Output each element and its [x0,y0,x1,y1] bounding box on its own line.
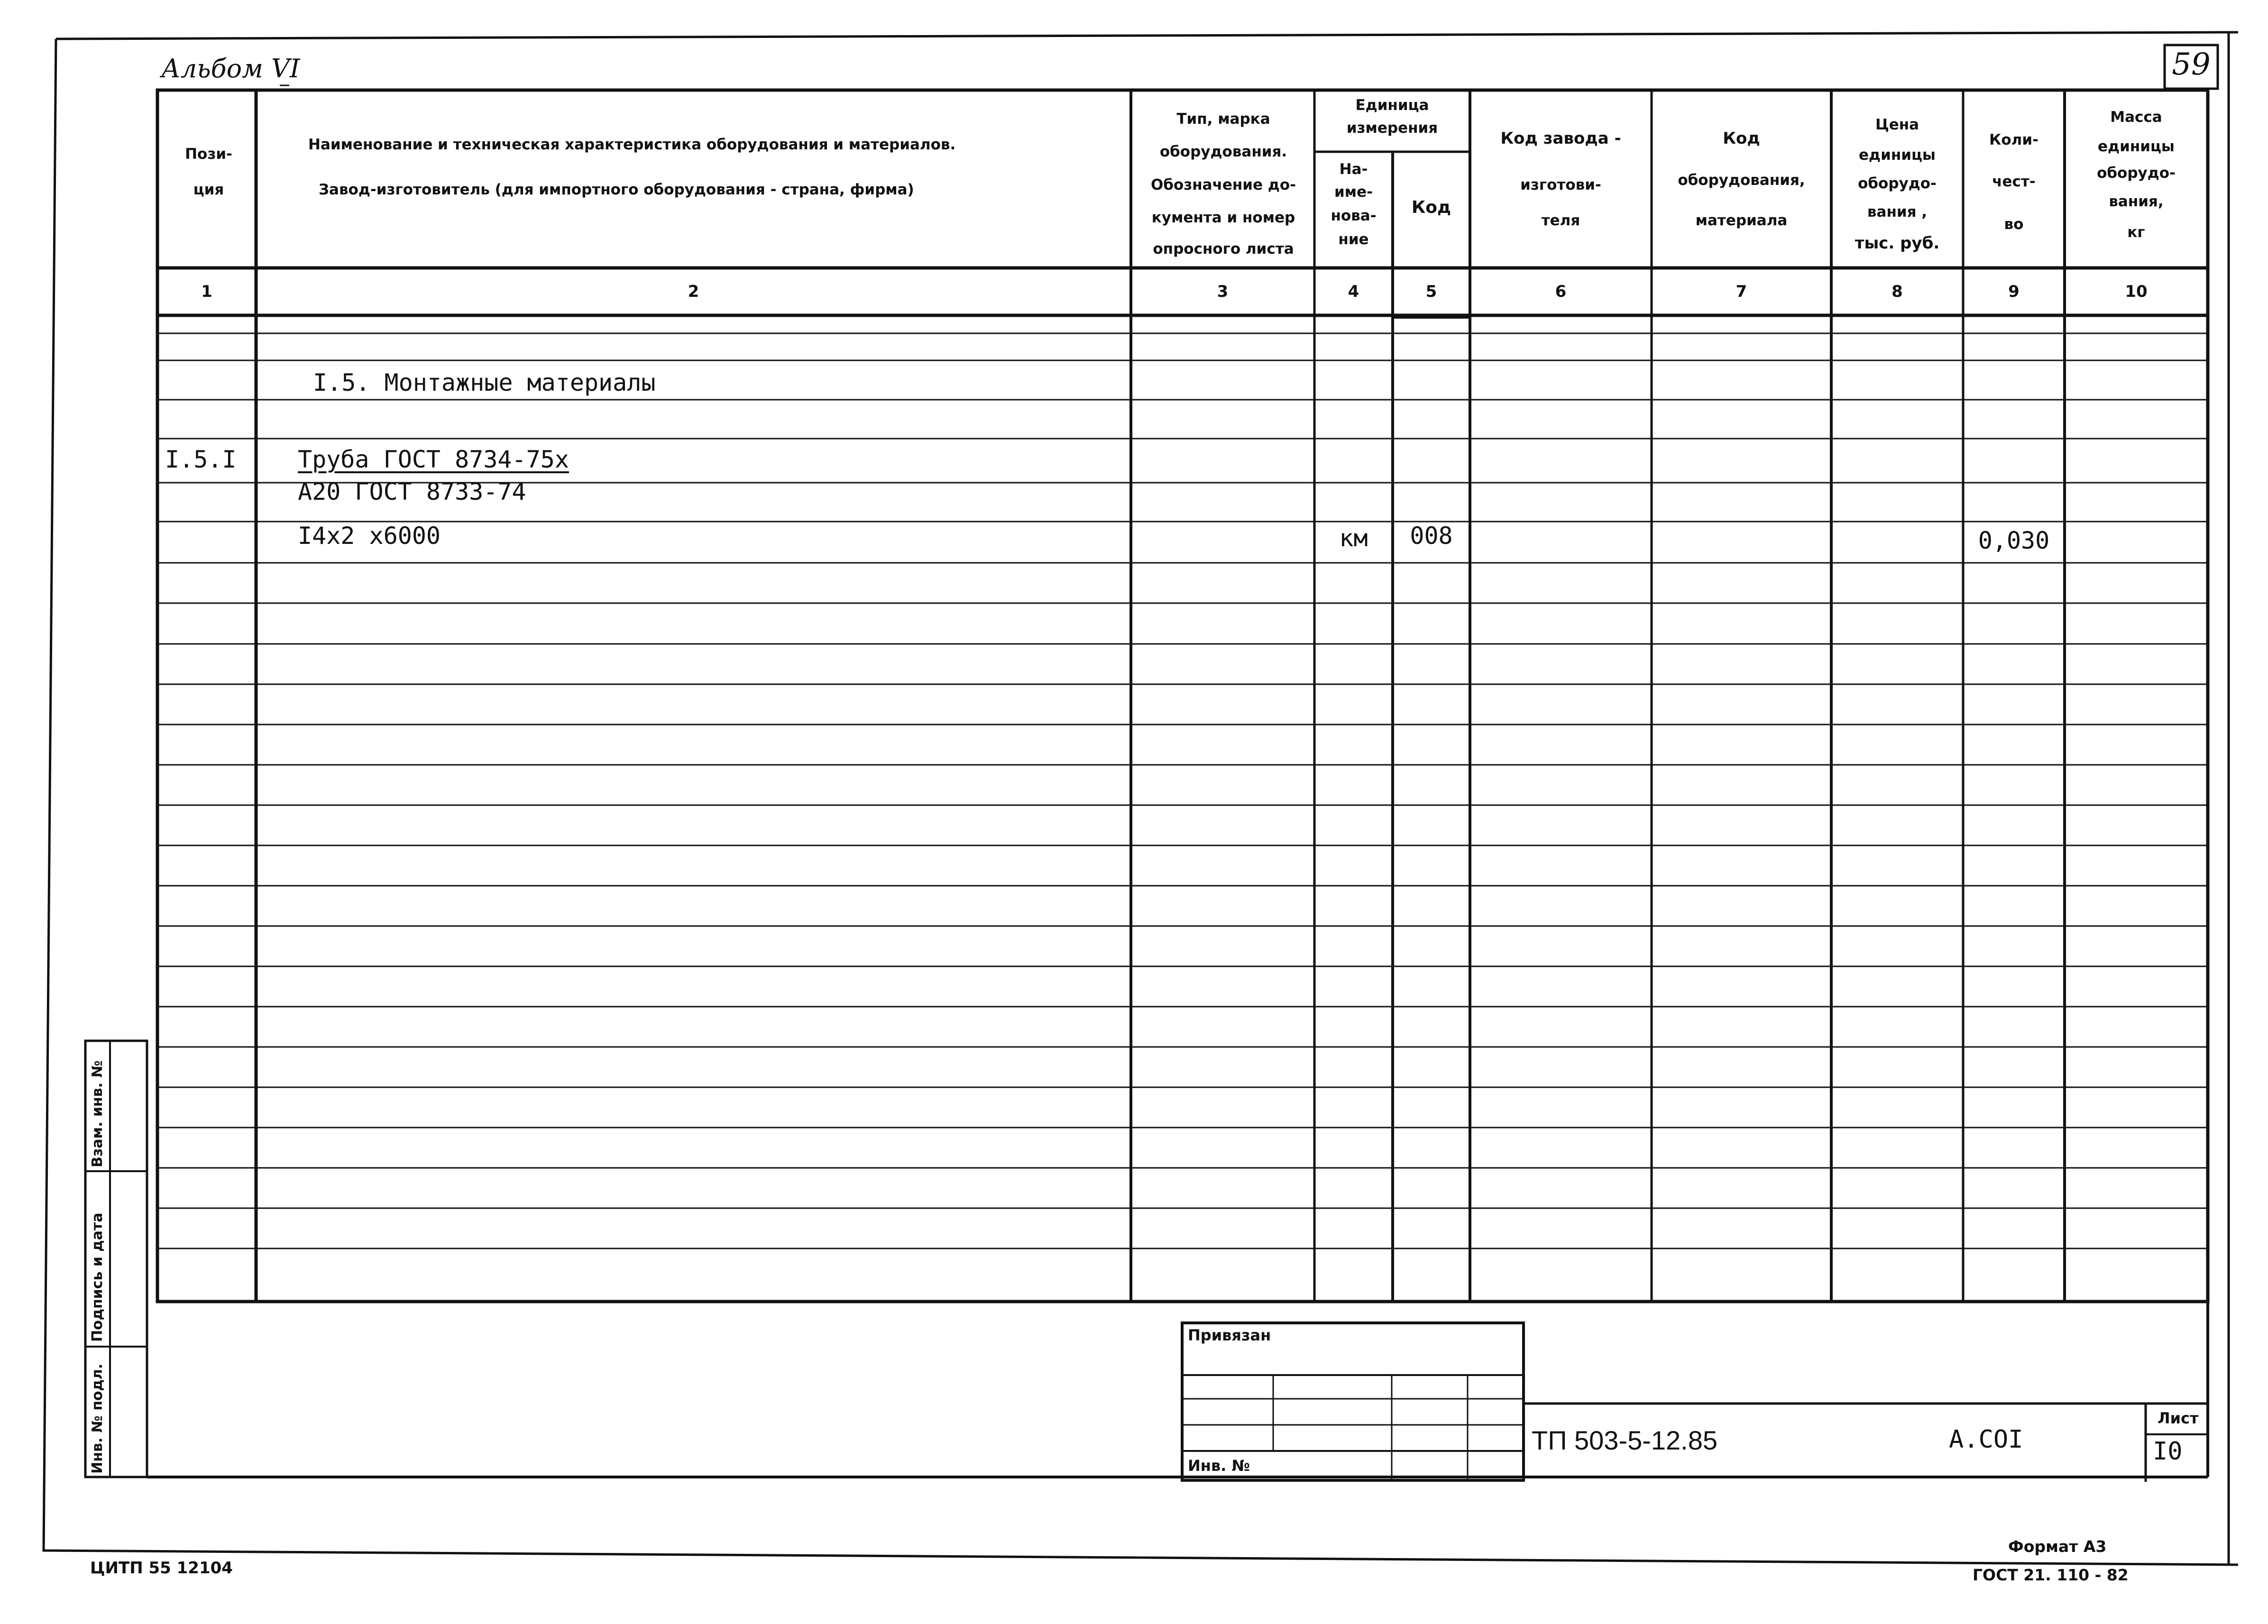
header-col10-line1: Масса [2110,109,2162,126]
sheet-label: Лист [2158,1409,2199,1427]
header-col3-line1: Тип, марка [1176,110,1270,128]
header-col8-line5: тыс. руб. [1855,234,1940,253]
project-code: ТП 503-5-12.85 [1532,1425,1718,1455]
section-title: I.5. Монтажные материалы [313,369,656,396]
footer-tsitp: ЦИТП 55 12104 [90,1559,233,1578]
header-col2-line1: Наименование и техническая характеристика оборудования и материалов. [308,136,956,153]
item-name-line3: I4х2 х6000 [298,522,441,550]
header-col10-line3: оборудо- [2097,165,2176,182]
sheet-number: I0 [2153,1437,2183,1466]
col-number: 7 [1735,282,1747,301]
header-col9-line1: Коли- [1989,131,2038,148]
item-name-line1: Труба ГОСТ 8734-75х [298,446,569,473]
header-col8-line1: Цена [1875,116,1919,133]
header-col10-line2: единицы [2098,138,2175,155]
side-stamp-vzam-inv: Взам. инв. № [89,1060,106,1167]
header-col1-line1: Пози- [185,146,232,163]
item-position: I.5.I [165,446,237,473]
header-col9-line3: во [2004,216,2024,233]
doc-code: А.COI [1949,1425,2023,1454]
privyazan-label: Привязан [1188,1326,1271,1344]
item-name-line2: А20 ГОСТ 8733-74 [298,478,526,505]
footer-gost: ГОСТ 21. 110 - 82 [1973,1566,2129,1584]
side-stamp-podpis-data: Подпись и дата [89,1212,106,1342]
header-col4-line4: ние [1338,231,1369,248]
col-number: 6 [1555,282,1567,301]
page-number: 59 [2172,47,2211,82]
header-col4-line2: име- [1334,184,1373,201]
header-col10-line4: вания, [2109,193,2164,210]
header-col4-line1: На- [1339,161,1368,178]
header-col8-line2: единицы [1859,147,1936,164]
header-col3-line5: опросного листа [1153,240,1294,257]
item-quantity: 0,030 [1978,527,2050,554]
col-number: 8 [1892,282,1903,301]
header-col3-line2: оборудования. [1159,143,1287,160]
header-col7-line2: оборудования, [1678,172,1805,189]
header-col7-line1: Код [1723,129,1760,148]
header-col9-line2: чест- [1992,173,2036,190]
header-col1-line2: ция [193,181,224,198]
header-unit-group-line2: измерения [1346,119,1438,137]
header-col8-line4: вания , [1867,203,1928,220]
header-col5: Код [1411,198,1451,217]
header-col8-line3: оборудо- [1858,175,1937,192]
side-stamp-inv-podl: Инв. № подл. [89,1363,106,1474]
header-unit-group-line1: Единица [1355,97,1429,114]
header-col6-line3: теля [1541,212,1580,229]
item-unit: км [1339,524,1368,552]
header-col3-line4: кумента и номер [1151,209,1295,226]
header-col6-line1: Код завода - [1500,129,1621,148]
item-code: 008 [1410,522,1453,550]
col-number: 3 [1217,282,1229,301]
header-col7-line3: материала [1695,212,1788,229]
col-number: 1 [201,282,212,301]
col-number: 10 [2125,282,2148,301]
header-col3-line3: Обозначение до- [1150,176,1296,193]
col-number: 9 [2008,282,2020,301]
col-number: 5 [1425,282,1437,301]
album-label: Альбом VI [161,54,300,83]
header-col2-line2: Завод-изготовитель (для импортного оборудования - страна, фирма) [319,181,914,198]
col-number: 4 [1348,282,1359,301]
footer-format: Формат А3 [2008,1537,2107,1556]
inv-no-label: Инв. № [1188,1457,1250,1475]
col-number: 2 [688,282,699,301]
header-col4-line3: нова- [1331,207,1377,224]
header-col10-line5: кг [2127,224,2145,241]
header-col6-line2: изготови- [1520,176,1601,193]
